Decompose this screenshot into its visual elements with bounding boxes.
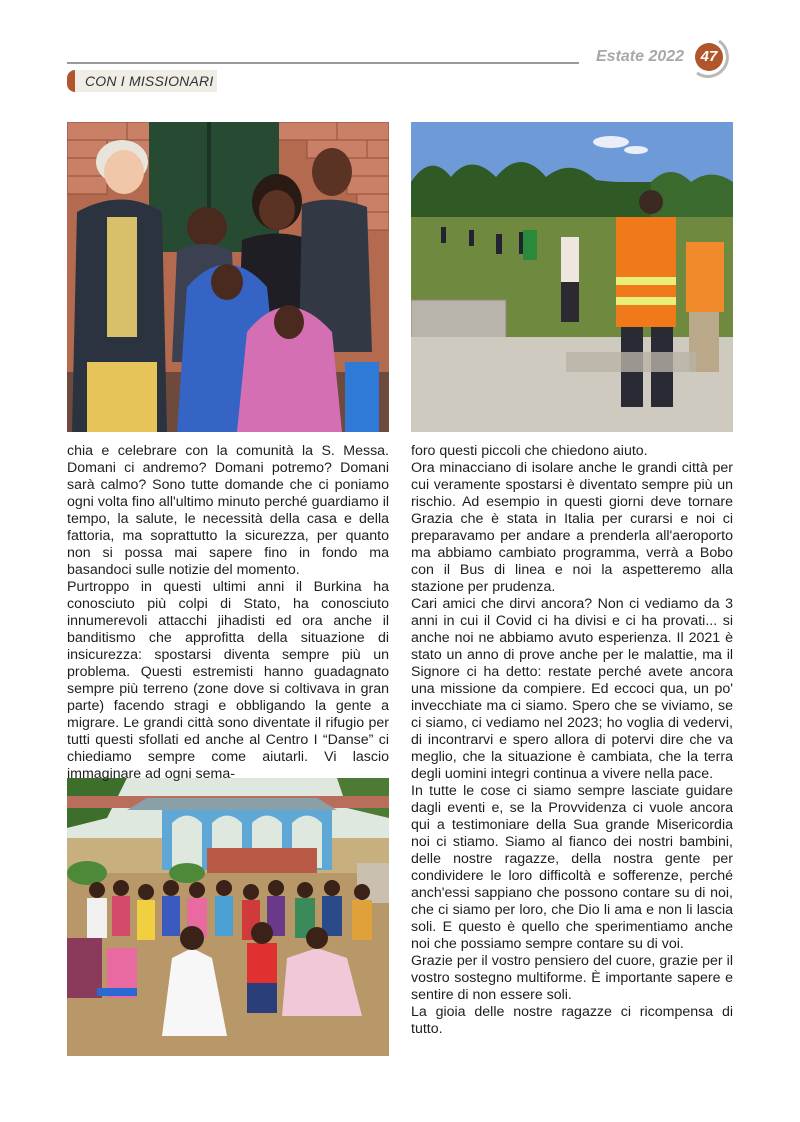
section-title: CON I MISSIONARI <box>85 73 214 89</box>
paragraph: Ora minacciano di isolare anche le grandi città per cui veramente spostarsi è diventato sempre più un rischio. Ad esempio in questi giorni deve tornare Grazia che è stata in Italia per curarsi e noi ci preparavamo per andare a prenderla all'aeroporto ma abbiamo cambiato programma, verrà a Bobo con il Bus di linea e noi la aspetteremo alla stazione per prudenza. <box>411 460 733 595</box>
photo-well-construction <box>411 122 733 432</box>
text-column-right <box>411 443 733 1038</box>
paragraph: chia e celebrare con la comunità la S. Messa. Domani ci andremo? Domani potremo? Domani sarà calmo? Sono tutte domande che ci poniamo ogni volta fino all'ultimo minuto perché guardiamo il tempo, la salute, le necessità della casa e della fattoria, ma soprattutto la sicurezza, per quanto non si possa mai sapere fino in fondo ma basandoci sulle notizie del momento. <box>67 443 389 578</box>
issue-label: Estate 2022 <box>596 48 685 65</box>
text-column-left <box>67 443 389 783</box>
section-tag <box>67 70 217 92</box>
photo-children-group <box>67 778 389 1056</box>
paragraph: Grazie per il vostro pensiero del cuore, grazie per il vostro sostegno multiforme. È importante sapere e sentire di non essere soli. <box>411 953 733 1003</box>
paragraph: Cari amici che dirvi ancora? Non ci vediamo da 3 anni in cui il Covid ci ha divisi e ci ha provati... si anche noi ne abbiamo avuto esperienza. Il 2021 è stato un anno di prove anche per le malattie, ma il Signore ci ha detto: restate perché avete ancora una missione da compiere. Ed eccoci qua, un po' invecchiate ma ci siamo. Spero che se viviamo, se ci siamo, ci vediamo nel 2023; ho voglia di vedervi, di incontrarvi e spero allora di potervi dire che va meglio, che la situazione è cambiata, che la terra degli uomini integri continua a vivere nella pace. <box>411 596 733 782</box>
paragraph: La gioia delle nostre ragazze ci ricompensa di tutto. <box>411 1004 733 1037</box>
paragraph: In tutte le cose ci siamo sempre lasciate guidare dagli eventi e, se la Provvidenza ci vuole ancora qui a testimoniare della Sua grande Misericordia noi ci stiamo. Siamo al fianco dei nostri bambini, delle nostre ragazze, della nostra gente per condividere le loro difficoltà e sofferenze, perché anch'essi sappiano che possono contare su di noi, che ci siamo per loro, che Dio li ama e non li lascia soli. E questo è quello che sperimentiamo anche noi che possiamo sempre contare su di voi. <box>411 783 733 952</box>
paragraph: Purtroppo in questi ultimi anni il Burkina ha conosciuto più colpi di Stato, ha conosciuto innumerevoli attacchi jihadisti ed ora anche il banditismo che approfitta della situazione di insicurezza: spostarsi diventa sempre più un problema. Questi estremisti hanno guadagnato sempre più terreno (zone dove si coltivava in gran parte) facendo stragi e obbligando la gente a migrare. Le grandi città sono diventate il rifugio per tutti questi sfollati ed anche al Centro I “Danse” ci chiediamo sempre come aiutarli. Vi lascio immaginare ad ogni sema- <box>67 579 389 782</box>
paragraph: foro questi piccoli che chiedono aiuto. <box>411 443 648 459</box>
header-rule <box>67 62 579 64</box>
page-number: 47 <box>695 43 723 71</box>
photo-sister-with-girls <box>67 122 389 432</box>
